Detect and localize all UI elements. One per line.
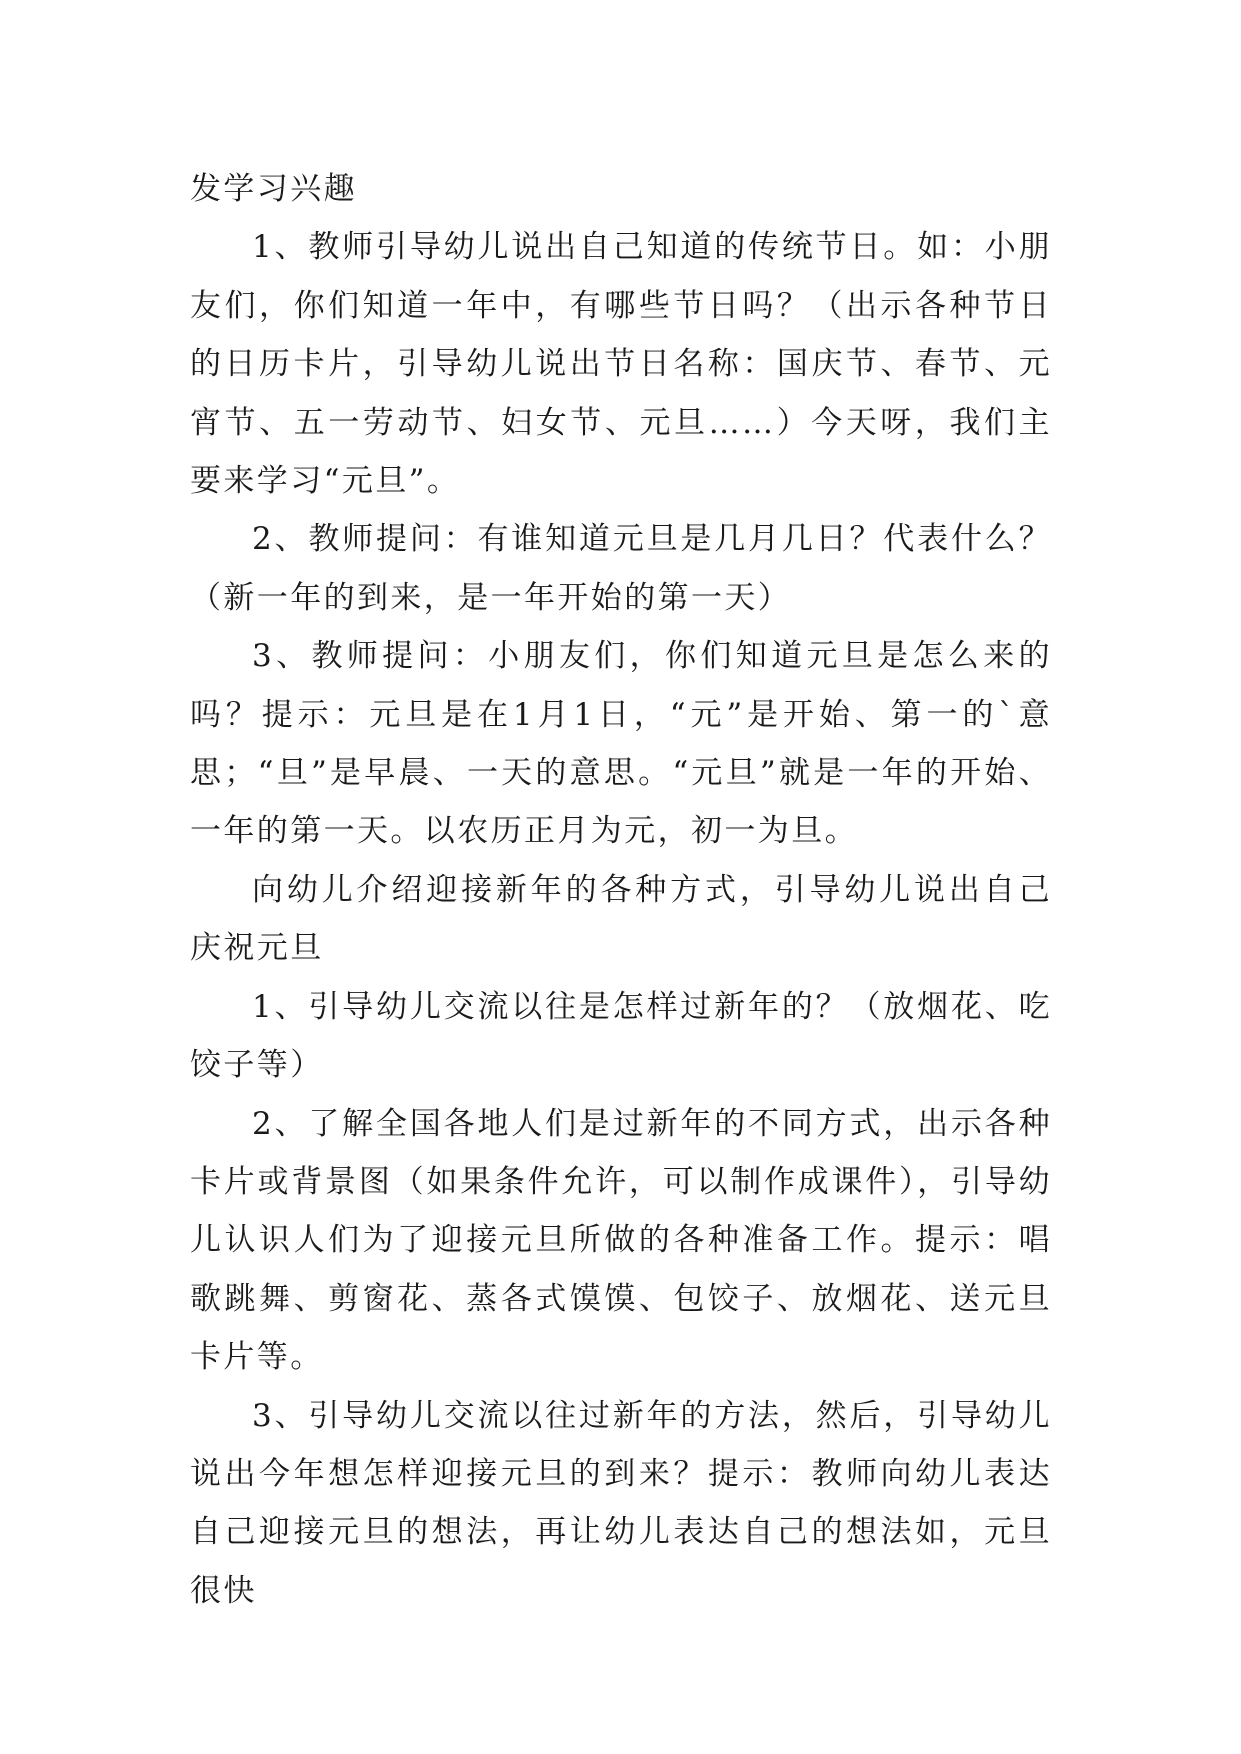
paragraph-regional-customs: 2、了解全国各地人们是过新年的不同方式，出示各种卡片或背景图（如果条件允许，可以制作成课件），引导幼儿认识人们为了迎接元旦所做的各种准备工作。提示：唱歌跳舞、剪窗花、蒸各式馍馍、包饺子、放烟花、送元旦卡片等。 [190, 1105, 1052, 1376]
paragraph-new-year-date: 2、教师提问：有谁知道元旦是几月几日？代表什么？（新一年的到来，是一年开始的第一天） [190, 521, 1052, 616]
paragraph-celebration-intro: 向幼儿介绍迎接新年的各种方式，引导幼儿说出自己庆祝元旦 [190, 871, 1052, 967]
paragraph-past-celebrations: 1、引导幼儿交流以往是怎样过新年的？（放烟花、吃饺子等） [190, 988, 1052, 1084]
paragraph-new-year-origin: 3、教师提问：小朋友们，你们知道元旦是怎么来的吗？提示：元旦是在1月1日，“元”是开始、第一的`意思；“旦”是早晨、一天的意思。“元旦”就是一年的开始、一年的第一天。以农历正月为元，初一为旦。 [190, 638, 1052, 850]
paragraph-this-year-plans: 3、引导幼儿交流以往过新年的方法，然后，引导幼儿说出今年想怎样迎接元旦的到来？提示：教师向幼儿表达自己迎接元旦的想法，再让幼儿表达自己的想法如，元旦很快 [190, 1397, 1052, 1609]
paragraph-continuation: 发学习兴趣 [190, 171, 357, 207]
paragraph-traditional-festivals: 1、教师引导幼儿说出自己知道的传统节日。如：小朋友们，你们知道一年中，有哪些节日吗？（出示各种节日的日历卡片，引导幼儿说出节日名称：国庆节、春节、元宵节、五一劳动节、妇女节、元旦……）今天呀，我们主要来学习“元旦”。 [190, 229, 1052, 500]
document-body [190, 160, 1052, 1620]
